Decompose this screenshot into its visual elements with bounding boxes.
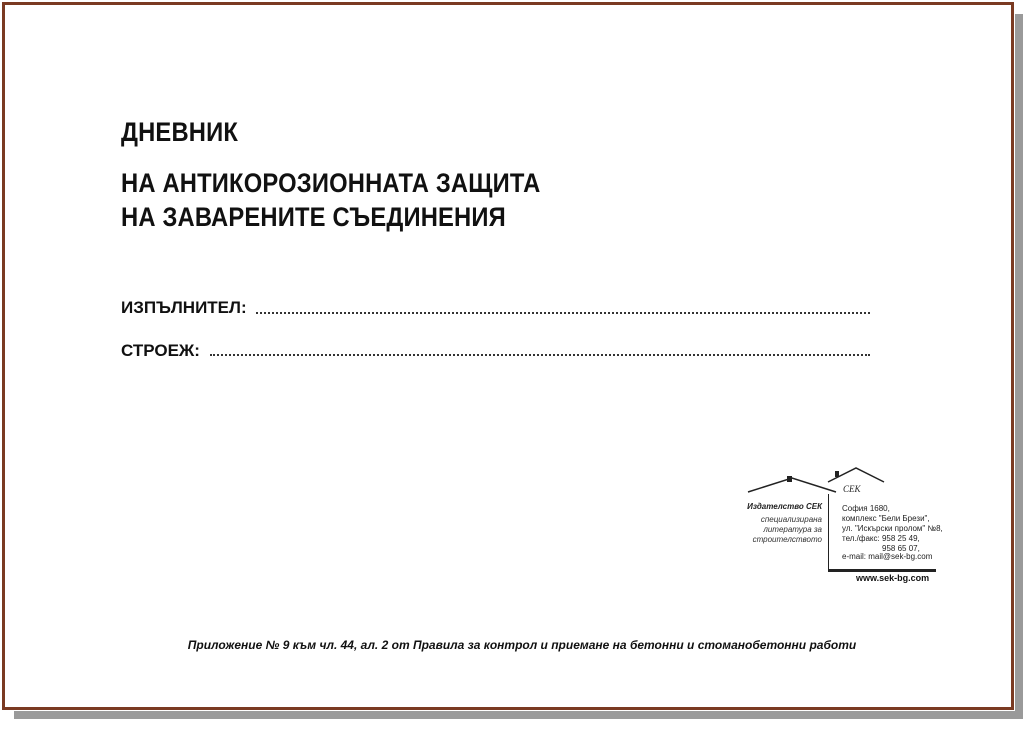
publisher-address (842, 504, 943, 554)
executor-label: ИЗПЪЛНИТЕЛ: (121, 298, 247, 317)
address-line: тел./факс: 958 25 49, (842, 534, 920, 543)
publisher-description-line: строителството (752, 535, 822, 544)
publisher-description (740, 515, 822, 545)
document-subtitle-line1: НА АНТИКОРОЗИОННАТА ЗАЩИТА (121, 168, 541, 198)
publisher-divider-vertical (828, 494, 829, 570)
publisher-logo-text: СЕК (843, 484, 861, 494)
document-subtitle-line2: НА ЗАВАРЕНИТЕ СЪЕДИНЕНИЯ (121, 202, 506, 232)
address-line: 958 65 07, (882, 544, 920, 553)
page-shadow-bottom (14, 711, 1023, 719)
publisher-email: e-mail: mail@sek-bg.com (842, 552, 933, 561)
publisher-description-line: литература за (763, 525, 822, 534)
address-line: ул. "Искърски пролом" №8, (842, 524, 943, 533)
site-fill-line (210, 354, 870, 356)
publisher-name: Издателство СЕК (747, 502, 822, 511)
address-line: комплекс "Бели Брези", (842, 514, 930, 523)
publisher-divider-horizontal (828, 569, 936, 572)
publisher-description-line: специализирана (760, 515, 822, 524)
address-line: София 1680, (842, 504, 890, 513)
page-shadow-right (1015, 14, 1023, 716)
document-title: ДНЕВНИК (121, 117, 239, 147)
site-label: СТРОЕЖ: (121, 341, 200, 360)
document-footer-note: Приложение № 9 към чл. 44, ал. 2 от Правила за контрол и приемане на бетонни и стоманобетонни работи (187, 638, 857, 652)
executor-fill-line (256, 312, 870, 314)
publisher-website: www.sek-bg.com (856, 573, 930, 583)
